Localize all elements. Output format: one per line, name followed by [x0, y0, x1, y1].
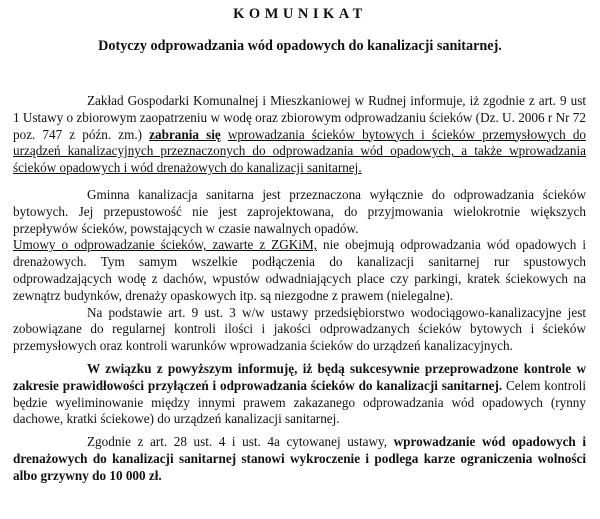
paragraph-1-intro: Zakład Gospodarki Komunalnej i Mieszkaniowej w Rudnej informuje, iż zgodnie z art. 9 ust 1 Ustawy o zbiorowym zaopatrzeniu w wodę oraz zbiorowym odprowadzaniu ścieków (Dz. U. 2006 r Nr 72 poz. 747 z późn. zm.) — [13, 93, 586, 142]
paragraph-4-rest: Celem kontroli będzie wyeliminowanie między innymi prawem zakazanego odprowadzania wód opadowych (rynny dachowe, kratki ściekowe) do urządzeń kanalizacji sanitarnej. — [13, 377, 587, 427]
paragraph-2-contracts: Umowy o odprowadzanie ścieków, zawarte z ZGKiM, — [13, 237, 318, 253]
paragraph-2-continued — [13, 237, 586, 304]
paragraph-2-text: Gminna kanalizacja sanitarna jest przeznaczona wyłącznie do odprowadzania ścieków bytowych. Jej przepustowość nie jest zaprojektowana, do przyjmowania wielokrotnie większych przepływów ścieków, powstających w czasie nawalnych opadów. — [13, 186, 586, 236]
paragraph-5-bold: wprowadzanie wód opadowych i drenażowych do kanalizacji sanitarnej stanowi wykroczenie i podlega karze ograniczenia wolności albo grzywny do 10 000 zł. — [13, 434, 587, 483]
paragraph-5 — [13, 434, 586, 484]
paragraph-5-intro: Zgodnie z art. 28 ust. 4 i ust. 4a cytowanej ustawy, — [87, 434, 388, 450]
paragraph-2 — [13, 187, 586, 237]
paragraph-1-prohibition: zabrania się — [149, 126, 221, 142]
paragraph-2-rest: nie obejmują odprowadzania wód opadowych i drenażowych. Tym samym wszelkie podłączenia do kanalizacji sanitarnej rur spustowych odprowadzających wodę z dachów, wpustów odwadniających place czy parkingi, kratek ściekowych na zewnątrz budynków, drenaży opaskowych itp. są niezgodne z prawem (nielegalne). — [13, 237, 587, 303]
document-body — [13, 93, 586, 485]
document-title: KOMUNIKAT — [233, 6, 367, 22]
paragraph-3: Na podstawie art. 9 ust. 3 w/w ustawy przedsiębiorstwo wodociągowo-kanalizacyjne jest zobowiązane do regularnej kontroli ilości i jakości odprowadzanych ścieków bytowych i ścieków przemysłowych oraz kontroli warunków wprowadzania ścieków do urządzeń kanalizacyjnych. — [13, 304, 586, 354]
paragraph-4 — [13, 361, 586, 428]
paragraph-4-bold: W związku z powyższym informuję, iż będą sukcesywnie przeprowadzone kontrole w zakresie prawidłowości przyłączeń i odprowadzania ścieków do kanalizacji sanitarnej. — [13, 360, 586, 393]
document-subtitle: Dotyczy odprowadzania wód opadowych do kanalizacji sanitarnej. — [98, 38, 502, 54]
paragraph-1 — [13, 93, 586, 177]
paragraph-1-prohibition-detail: wprowadzania ścieków bytowych i ścieków przemysłowych do urządzeń kanalizacyjnych przeznaczonych do odprowadzania wód opadowych, a także wprowadzania ścieków opadowych i wód drenażowych do kanalizacji sanitarnej. — [13, 126, 587, 176]
